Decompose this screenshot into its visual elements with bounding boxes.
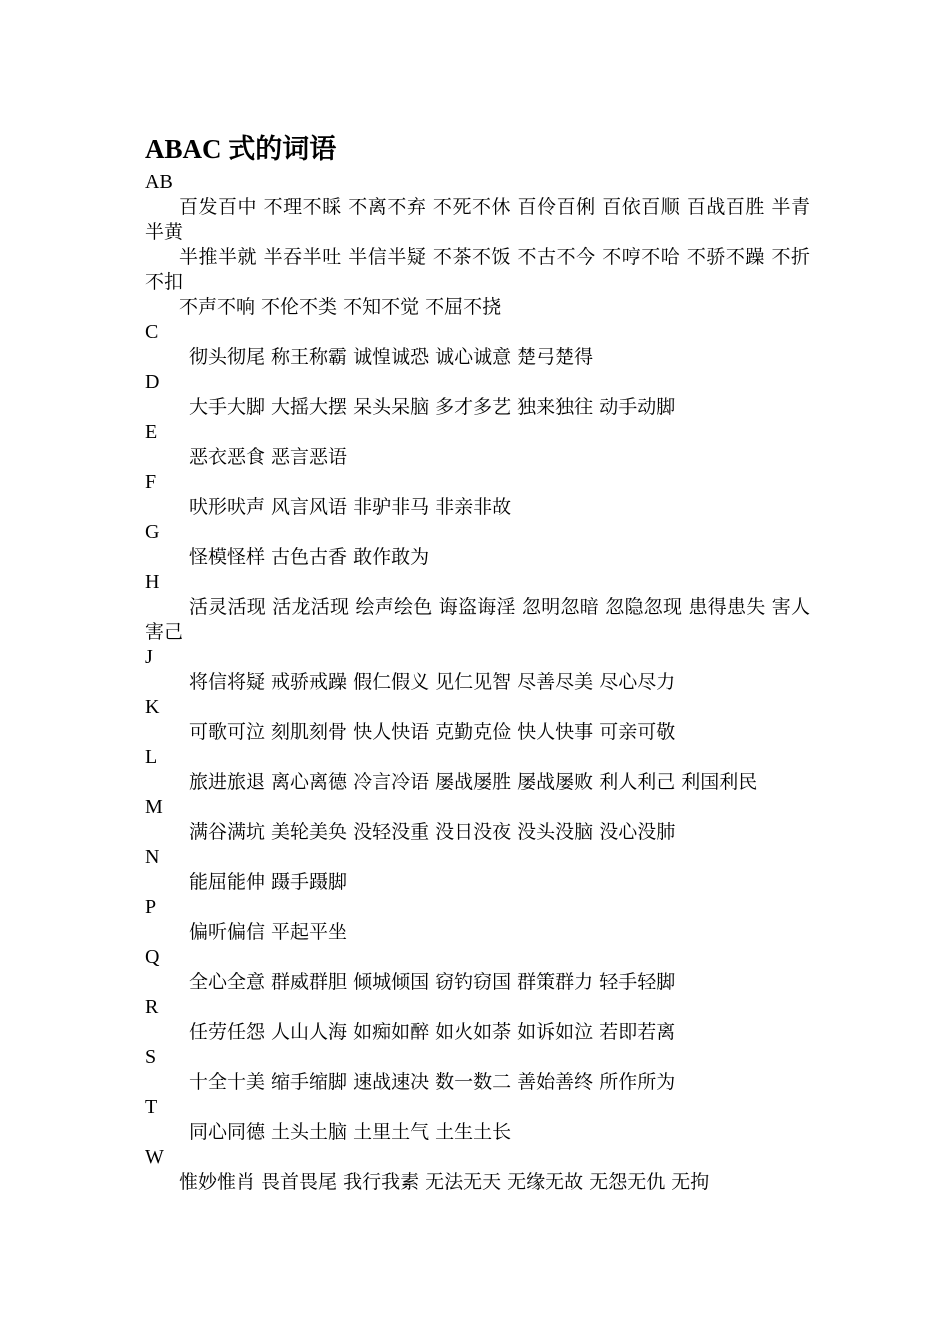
section-p bbox=[145, 895, 810, 945]
section-letter: E bbox=[145, 421, 158, 443]
section-e bbox=[145, 420, 810, 470]
word-line: 半推半就 半吞半吐 半信半疑 不茶不饭 不古不今 不哼不哈 不骄不躁 不折不扣 bbox=[145, 246, 810, 293]
word-line: 同心同德 土头土脑 土里土气 土生土长 bbox=[189, 1121, 512, 1143]
section-letter: D bbox=[145, 371, 160, 393]
word-line: 彻头彻尾 称王称霸 诚惶诚恐 诚心诚意 楚弓楚得 bbox=[189, 346, 594, 368]
section-letter: P bbox=[145, 896, 157, 918]
section-letter: R bbox=[145, 996, 159, 1018]
section-letter: M bbox=[145, 796, 163, 818]
section-g bbox=[145, 520, 810, 570]
section-letter: K bbox=[145, 696, 160, 718]
section-l bbox=[145, 745, 810, 795]
word-line: 可歌可泣 刻肌刻骨 快人快语 克勤克俭 快人快事 可亲可敬 bbox=[189, 721, 676, 743]
section-t bbox=[145, 1095, 810, 1145]
word-line: 满谷满坑 美轮美奂 没轻没重 没日没夜 没头没脑 没心没肺 bbox=[189, 821, 676, 843]
word-line: 恶衣恶食 恶言恶语 bbox=[189, 446, 348, 468]
word-line: 十全十美 缩手缩脚 速战速决 数一数二 善始善终 所作所为 bbox=[189, 1071, 676, 1093]
section-letter: Q bbox=[145, 946, 160, 968]
word-line: 活灵活现 活龙活现 绘声绘色 诲盗诲淫 忽明忽暗 忽隐忽现 患得患失 害人害己 bbox=[145, 596, 810, 643]
word-line: 大手大脚 大摇大摆 呆头呆脑 多才多艺 独来独往 动手动脚 bbox=[189, 396, 676, 418]
word-line: 吠形吠声 风言风语 非驴非马 非亲非故 bbox=[189, 496, 512, 518]
section-letter: G bbox=[145, 521, 160, 543]
word-line: 将信将疑 戒骄戒躁 假仁假义 见仁见智 尽善尽美 尽心尽力 bbox=[189, 671, 676, 693]
section-letter: J bbox=[145, 646, 153, 668]
section-c bbox=[145, 320, 810, 370]
section-k bbox=[145, 695, 810, 745]
section-letter: W bbox=[145, 1146, 164, 1168]
section-w bbox=[145, 1145, 810, 1195]
section-letter: T bbox=[145, 1096, 158, 1118]
word-line: 惟妙惟肖 畏首畏尾 我行我素 无法无天 无缘无故 无怨无仇 无拘 bbox=[179, 1171, 710, 1193]
section-letter: N bbox=[145, 846, 160, 868]
word-line: 怪模怪样 古色古香 敢作敢为 bbox=[189, 546, 430, 568]
section-d bbox=[145, 370, 810, 420]
section-letter: F bbox=[145, 471, 157, 493]
word-line: 百发百中 不理不睬 不离不弃 不死不休 百伶百俐 百依百顺 百战百胜 半青半黄 bbox=[145, 196, 810, 243]
word-line: 任劳任怨 人山人海 如痴如醉 如火如荼 如诉如泣 若即若离 bbox=[189, 1021, 676, 1043]
section-m bbox=[145, 795, 810, 845]
section-q bbox=[145, 945, 810, 995]
section-letter: H bbox=[145, 571, 160, 593]
document-page bbox=[145, 130, 810, 1195]
section-j bbox=[145, 645, 810, 695]
word-line: 旅进旅退 离心离德 冷言冷语 屡战屡胜 屡战屡败 利人利己 利国利民 bbox=[189, 771, 758, 793]
section-ab bbox=[145, 170, 810, 320]
section-h bbox=[145, 570, 810, 645]
section-letter: L bbox=[145, 746, 158, 768]
section-n bbox=[145, 845, 810, 895]
document-title: ABAC 式的词语 bbox=[145, 134, 337, 164]
section-letter: C bbox=[145, 321, 159, 343]
section-f bbox=[145, 470, 810, 520]
word-line: 能屈能伸 蹑手蹑脚 bbox=[189, 871, 348, 893]
word-line: 不声不响 不伦不类 不知不觉 不屈不挠 bbox=[179, 296, 502, 318]
section-letter: S bbox=[145, 1046, 157, 1068]
section-letter: AB bbox=[145, 171, 173, 193]
word-line: 全心全意 群威群胆 倾城倾国 窃钓窃国 群策群力 轻手轻脚 bbox=[189, 971, 676, 993]
word-line: 偏听偏信 平起平坐 bbox=[189, 921, 348, 943]
section-r bbox=[145, 995, 810, 1045]
section-s bbox=[145, 1045, 810, 1095]
